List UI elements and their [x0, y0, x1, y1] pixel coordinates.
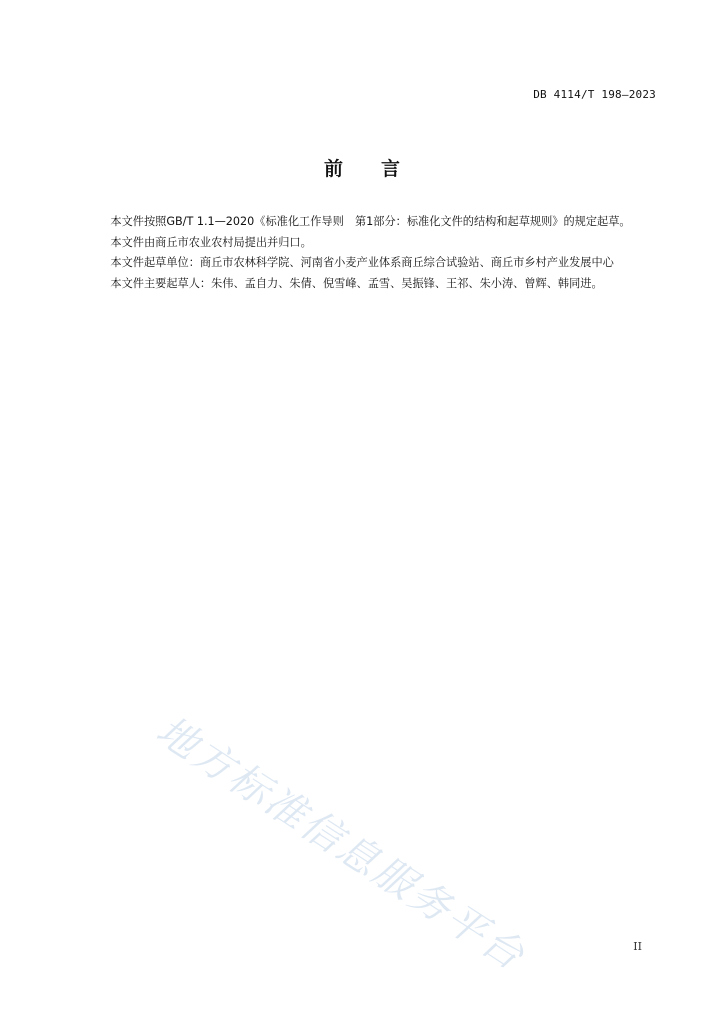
- paragraph-drafting-units: 本文件起草单位：商丘市农林科学院、河南省小麦产业体系商丘综合试验站、商丘市乡村产业发展中心: [110, 256, 614, 269]
- page-number: II: [633, 940, 642, 953]
- paragraph-proposer: 本文件由商丘市农业农村局提出并归口。: [110, 235, 312, 249]
- watermark: 地方标准信息服务平台: [148, 707, 534, 981]
- preface-body: [88, 212, 658, 294]
- paragraph-drafting-rules: 本文件按照GB/T 1.1—2020《标准化工作导则 第1部分：标准化文件的结构和起草规则》的规定起草。: [110, 215, 631, 228]
- paragraph-drafters: 本文件主要起草人：朱伟、孟自力、朱倩、倪雪峰、孟雪、吴振锋、王祁、朱小涛、曾辉、韩同进。: [110, 276, 603, 290]
- page-title: 前言: [323, 158, 438, 180]
- document-code: DB 4114/T 198—2023: [533, 88, 656, 101]
